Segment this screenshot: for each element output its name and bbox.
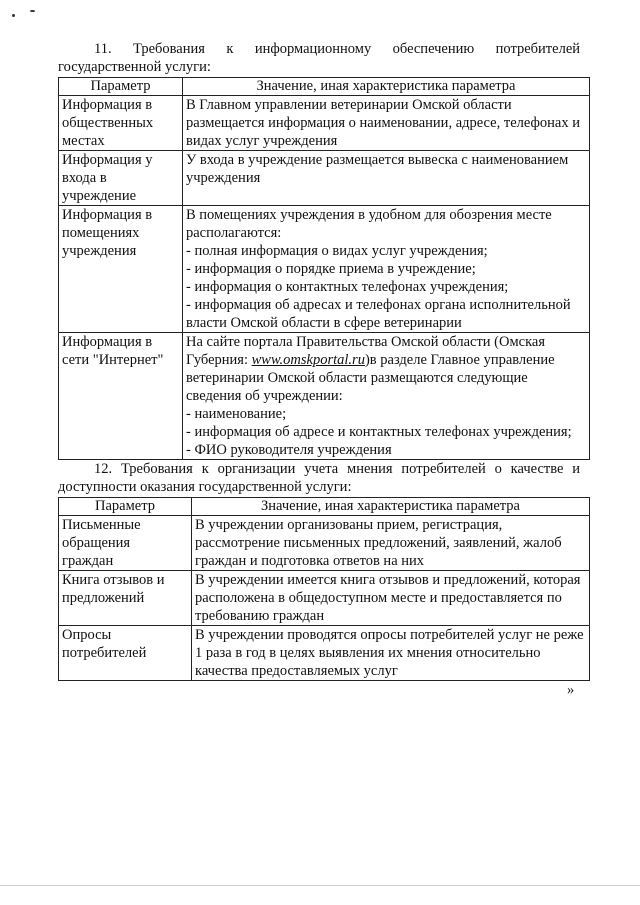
cell-text: - информация о порядке приема в учреждение; xyxy=(186,261,476,277)
cell-text: - информация об адресе и контактных телефонах учреждения; xyxy=(186,424,572,440)
cell-text: В учреждении организованы прием, регистрация, xyxy=(195,517,503,533)
title-word: Требования xyxy=(120,461,193,477)
scan-speck xyxy=(30,10,35,12)
cell-text: располагаются: xyxy=(186,225,282,241)
cell-text: власти Омской области в сфере ветеринарии xyxy=(186,315,462,331)
table-row xyxy=(59,151,590,206)
section-12-title-line1 xyxy=(58,460,580,478)
cell-text: видах услуг учреждения xyxy=(186,133,338,149)
value-cell xyxy=(183,206,590,333)
cell-text: Книга отзывов и xyxy=(62,572,165,588)
title-word: потребителей xyxy=(495,41,581,57)
title-word: учета xyxy=(304,461,339,477)
cell-text: сведения об учреждении: xyxy=(186,388,343,404)
cell-text xyxy=(186,351,586,369)
cell-text: Опросы xyxy=(62,627,112,643)
scan-edge-line xyxy=(0,885,640,886)
cell-text: На сайте портала Правительства Омской области (Омская xyxy=(186,334,546,350)
param-cell xyxy=(59,96,183,151)
cell-text: У входа в учреждение размещается вывеска с наименованием xyxy=(186,152,569,168)
section-12-table xyxy=(58,497,590,681)
cell-text: рассмотрение письменных предложений, заявлений, жалоб xyxy=(195,535,562,551)
table-row xyxy=(59,516,590,571)
cell-text: сети "Интернет" xyxy=(62,352,164,368)
title-word: и xyxy=(572,461,581,477)
table-header-row xyxy=(59,498,590,516)
param-cell xyxy=(59,626,192,681)
param-cell xyxy=(59,151,183,206)
value-cell xyxy=(183,151,590,206)
param-cell xyxy=(59,333,183,460)
param-cell xyxy=(59,516,192,571)
portal-link[interactable]: www.omskportal.ru xyxy=(251,352,365,368)
cell-text: учреждения xyxy=(62,243,137,259)
cell-text: качества предоставляемых услуг xyxy=(195,663,398,679)
title-word: обеспечению xyxy=(392,41,475,57)
header-parameter: Параметр xyxy=(59,498,192,516)
cell-text: учреждение xyxy=(62,188,137,204)
title-word: к xyxy=(226,41,234,57)
cell-text: ветеринарии Омской области размещаются следующие xyxy=(186,370,528,386)
value-cell xyxy=(192,571,590,626)
cell-text: предложений xyxy=(62,590,145,606)
cell-text: размещается информация о наименовании, адресе, телефонах и xyxy=(186,115,580,131)
cell-text: потребителей xyxy=(62,645,147,661)
section-12-title-line2: доступности оказания государственной услуги: xyxy=(58,479,352,495)
cell-text: входа в xyxy=(62,170,107,186)
scan-speck xyxy=(12,14,15,17)
section-11-table xyxy=(58,77,590,460)
table-row xyxy=(59,333,590,460)
section-11-title xyxy=(58,40,580,76)
cell-text: - информация об адресах и телефонах органа исполнительной xyxy=(186,297,571,313)
header-parameter: Параметр xyxy=(59,78,183,96)
cell-text: Информация в xyxy=(62,334,153,350)
title-word: информационному xyxy=(254,41,372,57)
cell-text: - ФИО руководителя учреждения xyxy=(186,442,392,458)
cell-text: Информация в xyxy=(62,97,153,113)
value-cell xyxy=(192,626,590,681)
cell-text: обращения xyxy=(62,535,131,551)
cell-text: Информация у xyxy=(62,152,153,168)
cell-text: В помещениях учреждения в удобном для обозрения месте xyxy=(186,207,552,223)
section-12-title xyxy=(58,460,580,496)
cell-text: граждан xyxy=(62,553,114,569)
header-value: Значение, иная характеристика параметра xyxy=(183,78,590,96)
title-word: мнения xyxy=(347,461,393,477)
cell-text: В учреждении имеется книга отзывов и предложений, которая xyxy=(195,572,581,588)
title-word: качестве xyxy=(510,461,564,477)
section-12-number: 12. xyxy=(94,461,113,477)
cell-text: граждан и подготовка ответов на них xyxy=(195,553,425,569)
cell-text: В учреждении проводятся опросы потребителей услуг не реже xyxy=(195,627,584,643)
header-value: Значение, иная характеристика параметра xyxy=(192,498,590,516)
table-row xyxy=(59,206,590,333)
table-row xyxy=(59,96,590,151)
title-word: о xyxy=(494,461,502,477)
title-word: организации xyxy=(217,461,296,477)
param-cell xyxy=(59,571,192,626)
value-cell xyxy=(183,333,590,460)
cell-text-fragment: )в разделе Главное управление xyxy=(364,352,555,368)
table-header-row xyxy=(59,78,590,96)
section-11-title-line1 xyxy=(58,40,580,58)
title-word: потребителей xyxy=(401,461,486,477)
cell-text: требованию граждан xyxy=(195,608,325,624)
section-11-number: 11. xyxy=(94,41,112,57)
cell-text-fragment: Губерния: xyxy=(186,352,252,368)
value-cell xyxy=(183,96,590,151)
cell-text: Письменные xyxy=(62,517,141,533)
cell-text: помещениях xyxy=(62,225,140,241)
table-row xyxy=(59,626,590,681)
cell-text: общественных xyxy=(62,115,154,131)
param-cell xyxy=(59,206,183,333)
value-cell xyxy=(192,516,590,571)
cell-text: - полная информация о видах услуг учреждения; xyxy=(186,243,488,259)
title-word: к xyxy=(201,461,209,477)
cell-text: - информация о контактных телефонах учреждения; xyxy=(186,279,509,295)
cell-text: 1 раза в год в целях выявления их мнения относительно xyxy=(195,645,541,661)
cell-text: В Главном управлении ветеринарии Омской области xyxy=(186,97,512,113)
table-row xyxy=(59,571,590,626)
section-11-title-line2: государственной услуги: xyxy=(58,59,211,75)
cell-text: учреждения xyxy=(186,170,261,186)
cell-text: - наименование; xyxy=(186,406,287,422)
cell-text: Информация в xyxy=(62,207,153,223)
cell-text: расположена в общедоступном месте и предоставляется по xyxy=(195,590,562,606)
cell-text: местах xyxy=(62,133,105,149)
closing-quote-mark: » xyxy=(567,682,575,698)
title-word: Требования xyxy=(133,41,205,57)
